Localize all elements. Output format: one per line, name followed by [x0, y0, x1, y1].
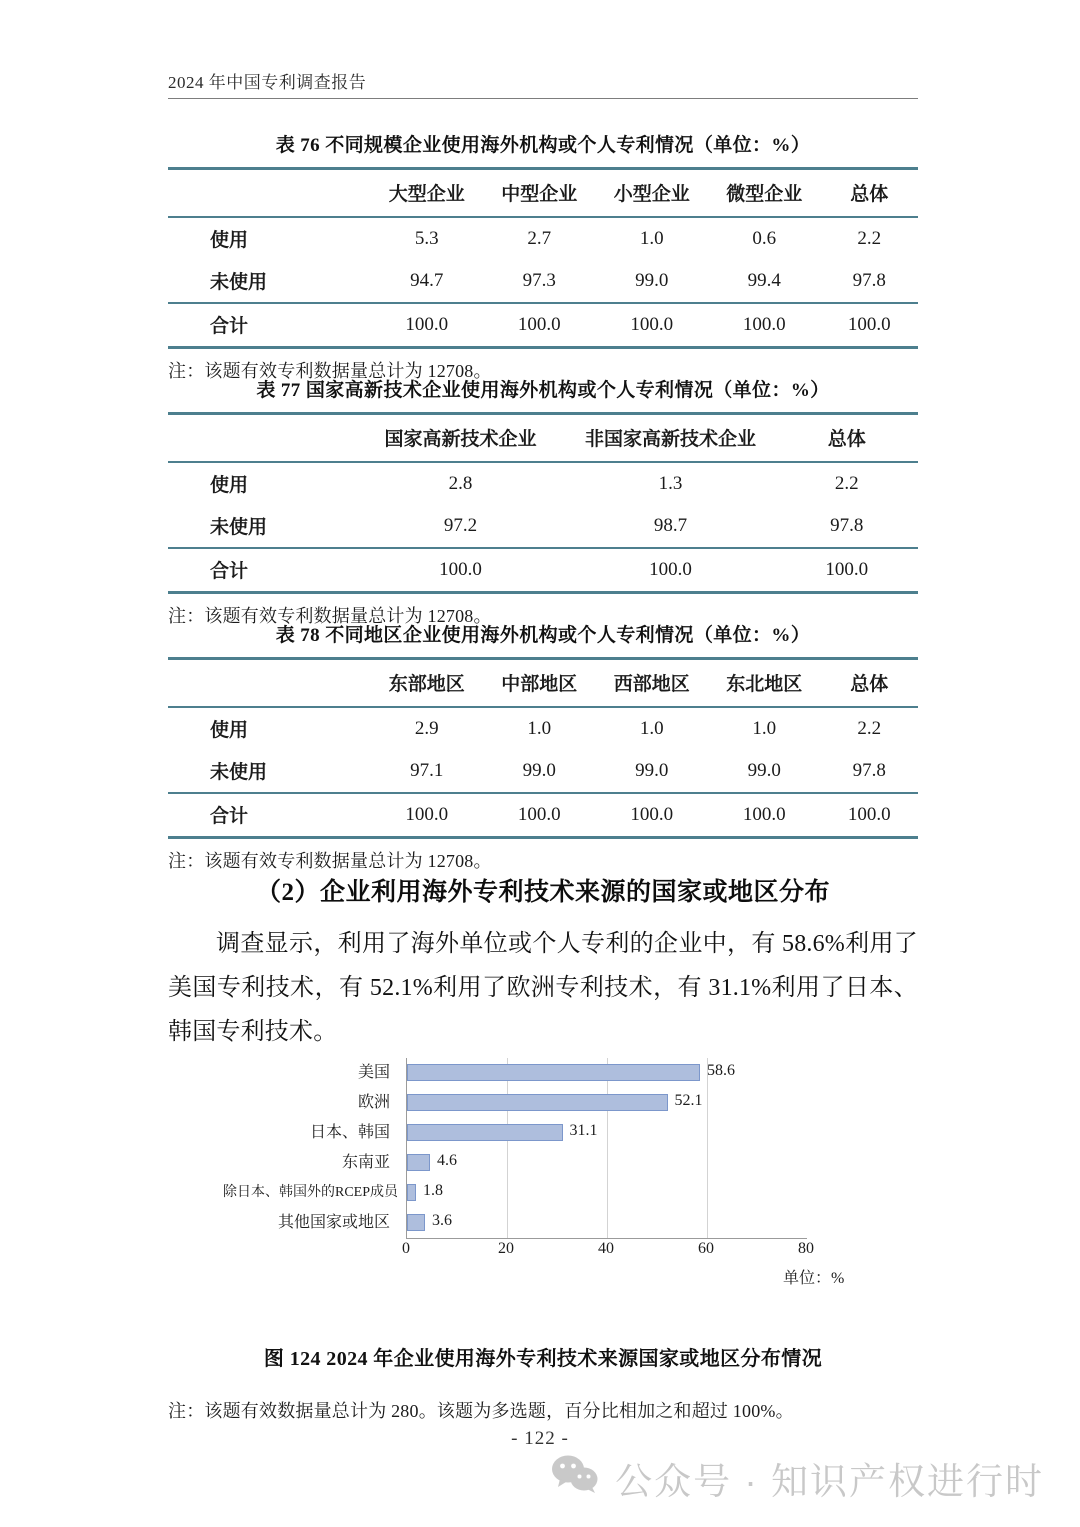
- table-title-76: 表 76 不同规模企业使用海外机构或个人专利情况（单位：%）: [275, 135, 811, 156]
- cell: 1.0: [752, 717, 777, 739]
- table-row: [168, 505, 918, 548]
- col-header: 西部地区: [613, 674, 690, 695]
- chart-bar: [407, 1154, 430, 1171]
- table-note-77: 注：该题有效专利数据量总计为 12708。: [168, 606, 492, 626]
- cell: 1.0: [639, 717, 664, 739]
- x-tick-label: 0: [402, 1240, 410, 1257]
- chart-bar-value: 31.1: [569, 1122, 598, 1139]
- cell: 99.0: [522, 759, 556, 781]
- col-header: 小型企业: [613, 184, 690, 205]
- cell: 2.2: [857, 717, 882, 739]
- table-78: [168, 657, 918, 839]
- table-row: [168, 260, 918, 303]
- col-header: 中部地区: [501, 674, 578, 695]
- table-row: [168, 414, 918, 463]
- x-tick-label: 40: [598, 1240, 614, 1257]
- col-header: [168, 169, 371, 218]
- table-row: [168, 303, 918, 348]
- row-label: 合计: [210, 806, 249, 827]
- chart-bar: [407, 1064, 700, 1081]
- cell: 100.0: [517, 803, 561, 825]
- cell: 99.4: [747, 269, 781, 291]
- cell: 94.7: [410, 269, 444, 291]
- row-label: 未使用: [210, 517, 268, 538]
- cell: 100.0: [847, 803, 891, 825]
- table-row: [168, 169, 918, 218]
- row-label: 未使用: [210, 272, 268, 293]
- cell: 97.1: [410, 759, 444, 781]
- watermark: [551, 1451, 1044, 1505]
- table-note-76: 注：该题有效专利数据量总计为 12708。: [168, 361, 492, 381]
- col-header: 大型企业: [388, 184, 465, 205]
- cell: 100.0: [405, 803, 449, 825]
- cell: 100.0: [439, 558, 482, 580]
- col-header: [168, 659, 371, 708]
- col-header: 总体: [850, 184, 889, 205]
- cell: 97.3: [522, 269, 556, 291]
- cell: 100.0: [405, 313, 449, 335]
- col-header: 非国家高新技术企业: [584, 429, 756, 450]
- chart-category-label: 美国: [357, 1064, 390, 1081]
- section-paragraph: 调查显示，利用了海外单位或个人专利的企业中，有 58.6%利用了美国专利技术，有 52.1%利用了欧洲专利技术，有 31.1%利用了日本、韩国专利技术。: [168, 931, 918, 1045]
- cell: 98.7: [653, 514, 688, 536]
- page-number: - 122 -: [511, 1428, 569, 1449]
- chart-bar: [407, 1214, 425, 1231]
- col-header: 总体: [827, 429, 866, 450]
- cell: 99.0: [635, 269, 669, 291]
- table-block-76: [168, 130, 918, 383]
- bar-chart: [168, 1050, 918, 1300]
- col-header: 微型企业: [726, 184, 803, 205]
- cell: 99.0: [635, 759, 669, 781]
- table-77: [168, 412, 918, 594]
- figure-caption: 图 124 2024 年企业使用海外专利技术来源国家或地区分布情况: [263, 1348, 823, 1370]
- cell: 2.9: [414, 717, 439, 739]
- chart-bar-value: 4.6: [437, 1152, 457, 1169]
- chart-x-axis: [402, 1240, 814, 1264]
- col-header: 东部地区: [388, 674, 465, 695]
- col-header: 中型企业: [501, 184, 578, 205]
- table-title-77: 表 77 国家高新技术企业使用海外机构或个人专利情况（单位：%）: [256, 380, 830, 401]
- chart-bar-value: 1.8: [423, 1182, 443, 1199]
- x-tick-label: 60: [698, 1240, 714, 1257]
- table-row: [168, 548, 918, 593]
- cell: 1.0: [639, 227, 664, 249]
- cell: 1.3: [658, 472, 683, 494]
- figure-block: [168, 1050, 918, 1423]
- cell: 100.0: [742, 313, 786, 335]
- table-76: [168, 167, 918, 349]
- table-row: [168, 707, 918, 750]
- table-row: [168, 659, 918, 708]
- cell: 100.0: [742, 803, 786, 825]
- chart-bar-row: [407, 1148, 807, 1178]
- header-rule: [168, 98, 918, 99]
- cell: 0.6: [752, 227, 777, 249]
- cell: 100.0: [630, 803, 674, 825]
- row-label: 使用: [210, 720, 249, 741]
- table-block-77: [168, 375, 918, 628]
- table-row: [168, 793, 918, 838]
- cell: 100.0: [825, 558, 869, 580]
- chart-category-label: 欧洲: [357, 1094, 390, 1111]
- row-label: 合计: [210, 561, 249, 582]
- chart-bar-row: [407, 1088, 807, 1118]
- cell: 100.0: [649, 558, 692, 580]
- cell: 100.0: [517, 313, 561, 335]
- chart-bar: [407, 1094, 668, 1111]
- table-row: [168, 750, 918, 793]
- table-block-78: [168, 620, 918, 873]
- table-row: [168, 217, 918, 260]
- cell: 97.8: [852, 269, 886, 291]
- chart-category-label: 日本、韩国: [309, 1124, 390, 1141]
- col-header: 国家高新技术企业: [384, 429, 537, 450]
- cell: 5.3: [414, 227, 439, 249]
- cell: 2.7: [527, 227, 552, 249]
- cell: 97.8: [830, 514, 864, 536]
- row-label: 合计: [210, 316, 249, 337]
- running-header: 2024 年中国专利调查报告: [168, 73, 367, 92]
- chart-bar-row: [407, 1208, 807, 1238]
- cell: 99.0: [747, 759, 781, 781]
- cell: 100.0: [847, 313, 891, 335]
- chart-bar: [407, 1124, 563, 1141]
- chart-bar-row: [407, 1178, 807, 1208]
- col-header: 东北地区: [726, 674, 803, 695]
- section-block: [168, 872, 918, 1054]
- chart-bar-row: [407, 1058, 807, 1088]
- chart-bar-value: 3.6: [432, 1212, 452, 1229]
- cell: 2.2: [834, 472, 859, 494]
- row-label: 未使用: [210, 762, 268, 783]
- chart-bar-value: 58.6: [707, 1062, 735, 1079]
- x-tick-label: 20: [498, 1240, 514, 1257]
- chart-bar-value: 52.1: [674, 1092, 703, 1109]
- wechat-icon: [551, 1454, 599, 1503]
- table-title-78: 表 78 不同地区企业使用海外机构或个人专利情况（单位：%）: [275, 625, 811, 646]
- figure-note: 注：该题有效数据量总计为 280。该题为多选题，百分比相加之和超过 100%。: [168, 1401, 794, 1421]
- watermark-text: 公众号 · 知识产权进行时: [615, 1461, 1044, 1502]
- chart-category-label: 其他国家或地区: [277, 1214, 390, 1231]
- chart-unit-label: 单位：%: [783, 1270, 845, 1287]
- chart-bar: [407, 1184, 416, 1201]
- section-heading: （2）企业利用海外专利技术来源的国家或地区分布: [255, 879, 830, 906]
- chart-bar-row: [407, 1118, 807, 1148]
- table-row: [168, 462, 918, 505]
- cell: 1.0: [527, 717, 552, 739]
- cell: 97.2: [443, 514, 478, 536]
- chart-plot-area: [406, 1058, 807, 1239]
- col-header: [168, 414, 356, 463]
- chart-category-label: 除日本、韩国外的RCEP成员: [223, 1185, 399, 1200]
- x-tick-label: 80: [798, 1240, 814, 1257]
- chart-category-labels: [223, 1058, 398, 1238]
- row-label: 使用: [210, 475, 249, 496]
- cell: 2.2: [857, 227, 882, 249]
- cell: 97.8: [852, 759, 886, 781]
- col-header: 总体: [850, 674, 889, 695]
- row-label: 使用: [210, 230, 249, 251]
- table-note-78: 注：该题有效专利数据量总计为 12708。: [168, 851, 492, 871]
- cell: 100.0: [630, 313, 674, 335]
- chart-category-label: 东南亚: [341, 1154, 390, 1171]
- cell: 2.8: [448, 472, 473, 494]
